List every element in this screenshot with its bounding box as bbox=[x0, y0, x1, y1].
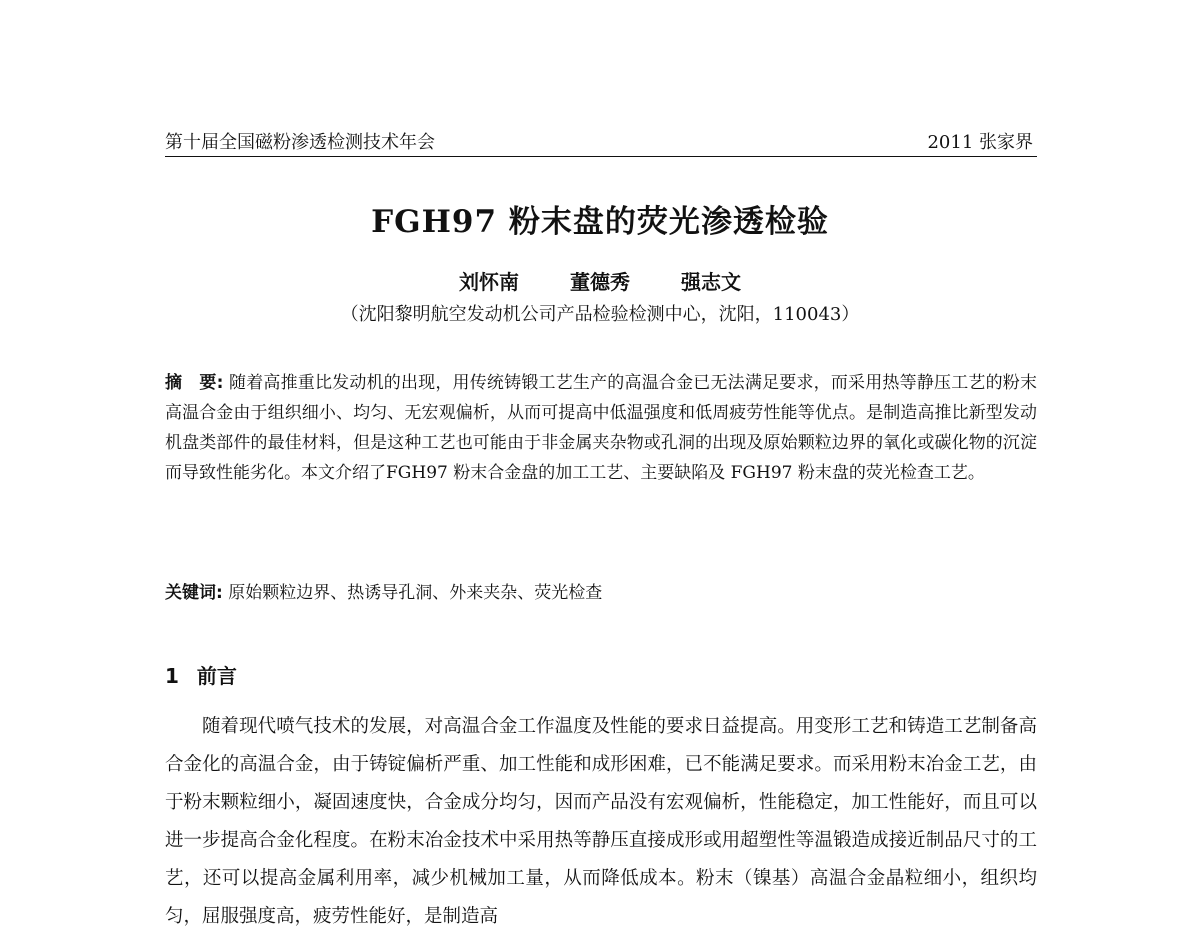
author-list bbox=[0, 266, 1200, 295]
running-header bbox=[165, 124, 1037, 157]
year-location: 2011 张家界 bbox=[927, 132, 1033, 153]
author-name: 强志文 bbox=[680, 270, 741, 294]
body-paragraph: 随着现代喷气技术的发展，对高温合金工作温度及性能的要求日益提高。用变形工艺和铸造工艺制备高合金化的高温合金，由于铸锭偏析严重、加工性能和成形困难，已不能满足要求。而采用粉末冶金工艺，由于粉末颗粒细小，凝固速度快，合金成分均匀，因而产品没有宏观偏析，性能稳定，加工性能好，而且可以进一步提高合金化程度。在粉末冶金技术中采用热等静压直接成形或用超塑性等温锻造成接近制品尺寸的工艺，还可以提高金属利用率，减少机械加工量，从而降低成本。粉末（镍基）高温合金晶粒细小，组织均匀，屈服强度高，疲劳性能好，是制造高 bbox=[165, 716, 1037, 927]
author-name: 刘怀南 bbox=[459, 270, 520, 294]
abstract-text: 随着高推重比发动机的出现，用传统铸锻工艺生产的高温合金已无法满足要求，而采用热等静压工艺的粉末高温合金由于组织细小、均匀、无宏观偏析，从而可提高中低温强度和低周疲劳性能等优点。是制造高推比新型发动机盘类部件的最佳材料，但是这种工艺也可能由于非金属夹杂物或孔洞的出现及原始颗粒边界的氧化或碳化物的沉淀而导致性能劣化。本文介绍了FGH97 粉末合金盘的加工工艺、主要缺陷及 FGH97 粉末盘的荧光检查工艺。 bbox=[165, 373, 1037, 483]
conference-name: 第十届全国磁粉渗透检测技术年会 bbox=[165, 132, 435, 153]
abstract-label: 摘 要: bbox=[165, 373, 224, 393]
affiliation: （沈阳黎明航空发动机公司产品检验检测中心，沈阳，110043） bbox=[340, 304, 860, 325]
section-number: 1 bbox=[165, 664, 179, 688]
paper-title: FGH97 粉末盘的荧光渗透检验 bbox=[371, 204, 829, 240]
keywords-text: 原始颗粒边界、热诱导孔洞、外来夹杂、荧光检查 bbox=[228, 583, 603, 603]
keywords bbox=[165, 580, 1037, 606]
abstract bbox=[165, 368, 1037, 488]
section-heading bbox=[165, 660, 237, 689]
author-name: 董德秀 bbox=[570, 270, 630, 294]
keywords-label: 关键词: bbox=[165, 583, 223, 603]
section-title: 前言 bbox=[196, 664, 237, 688]
